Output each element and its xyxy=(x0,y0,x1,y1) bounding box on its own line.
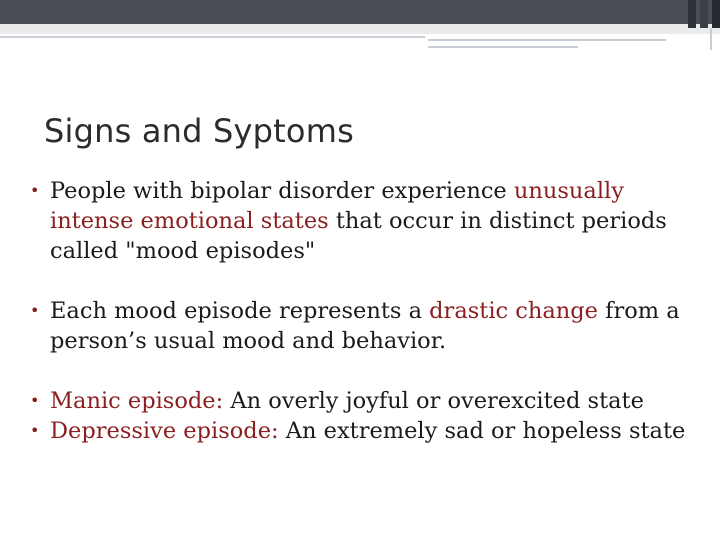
bullet-icon: • xyxy=(30,421,40,440)
corner-block xyxy=(712,0,720,28)
bullet-item xyxy=(30,416,702,446)
bullet-text: that occur in distinct periods called "mood episodes" xyxy=(50,208,667,264)
bullet-icon: • xyxy=(30,301,40,320)
bullet-list xyxy=(30,176,702,446)
bullet-text: An extremely sad or hopeless state xyxy=(278,418,686,444)
highlight-text: Manic episode: xyxy=(50,388,224,414)
header-rule xyxy=(428,46,578,48)
bullet-item xyxy=(30,296,702,356)
header-rule xyxy=(0,36,425,38)
bullet-text: An overly joyful or overexcited state xyxy=(223,388,644,414)
highlight-text: drastic change xyxy=(429,298,598,324)
corner-block xyxy=(700,0,708,28)
slide-title: Signs and Syptoms xyxy=(44,112,354,150)
bullet-item xyxy=(30,176,702,266)
bullet-item xyxy=(30,386,702,416)
corner-block xyxy=(688,0,696,28)
highlight-text: unusually intense emotional states xyxy=(50,178,624,234)
header-shadow xyxy=(0,24,720,34)
header-bar xyxy=(0,0,720,24)
bullet-text: Each mood episode represents a xyxy=(50,298,430,324)
header-rule xyxy=(428,39,666,41)
bullet-text: People with bipolar disorder experience xyxy=(50,178,514,204)
bullet-icon: • xyxy=(30,181,40,200)
bullet-icon: • xyxy=(30,391,40,410)
corner-rule xyxy=(710,28,712,50)
highlight-text: Depressive episode: xyxy=(50,418,279,444)
bullet-text: from a person’s usual mood and behavior. xyxy=(50,298,680,354)
